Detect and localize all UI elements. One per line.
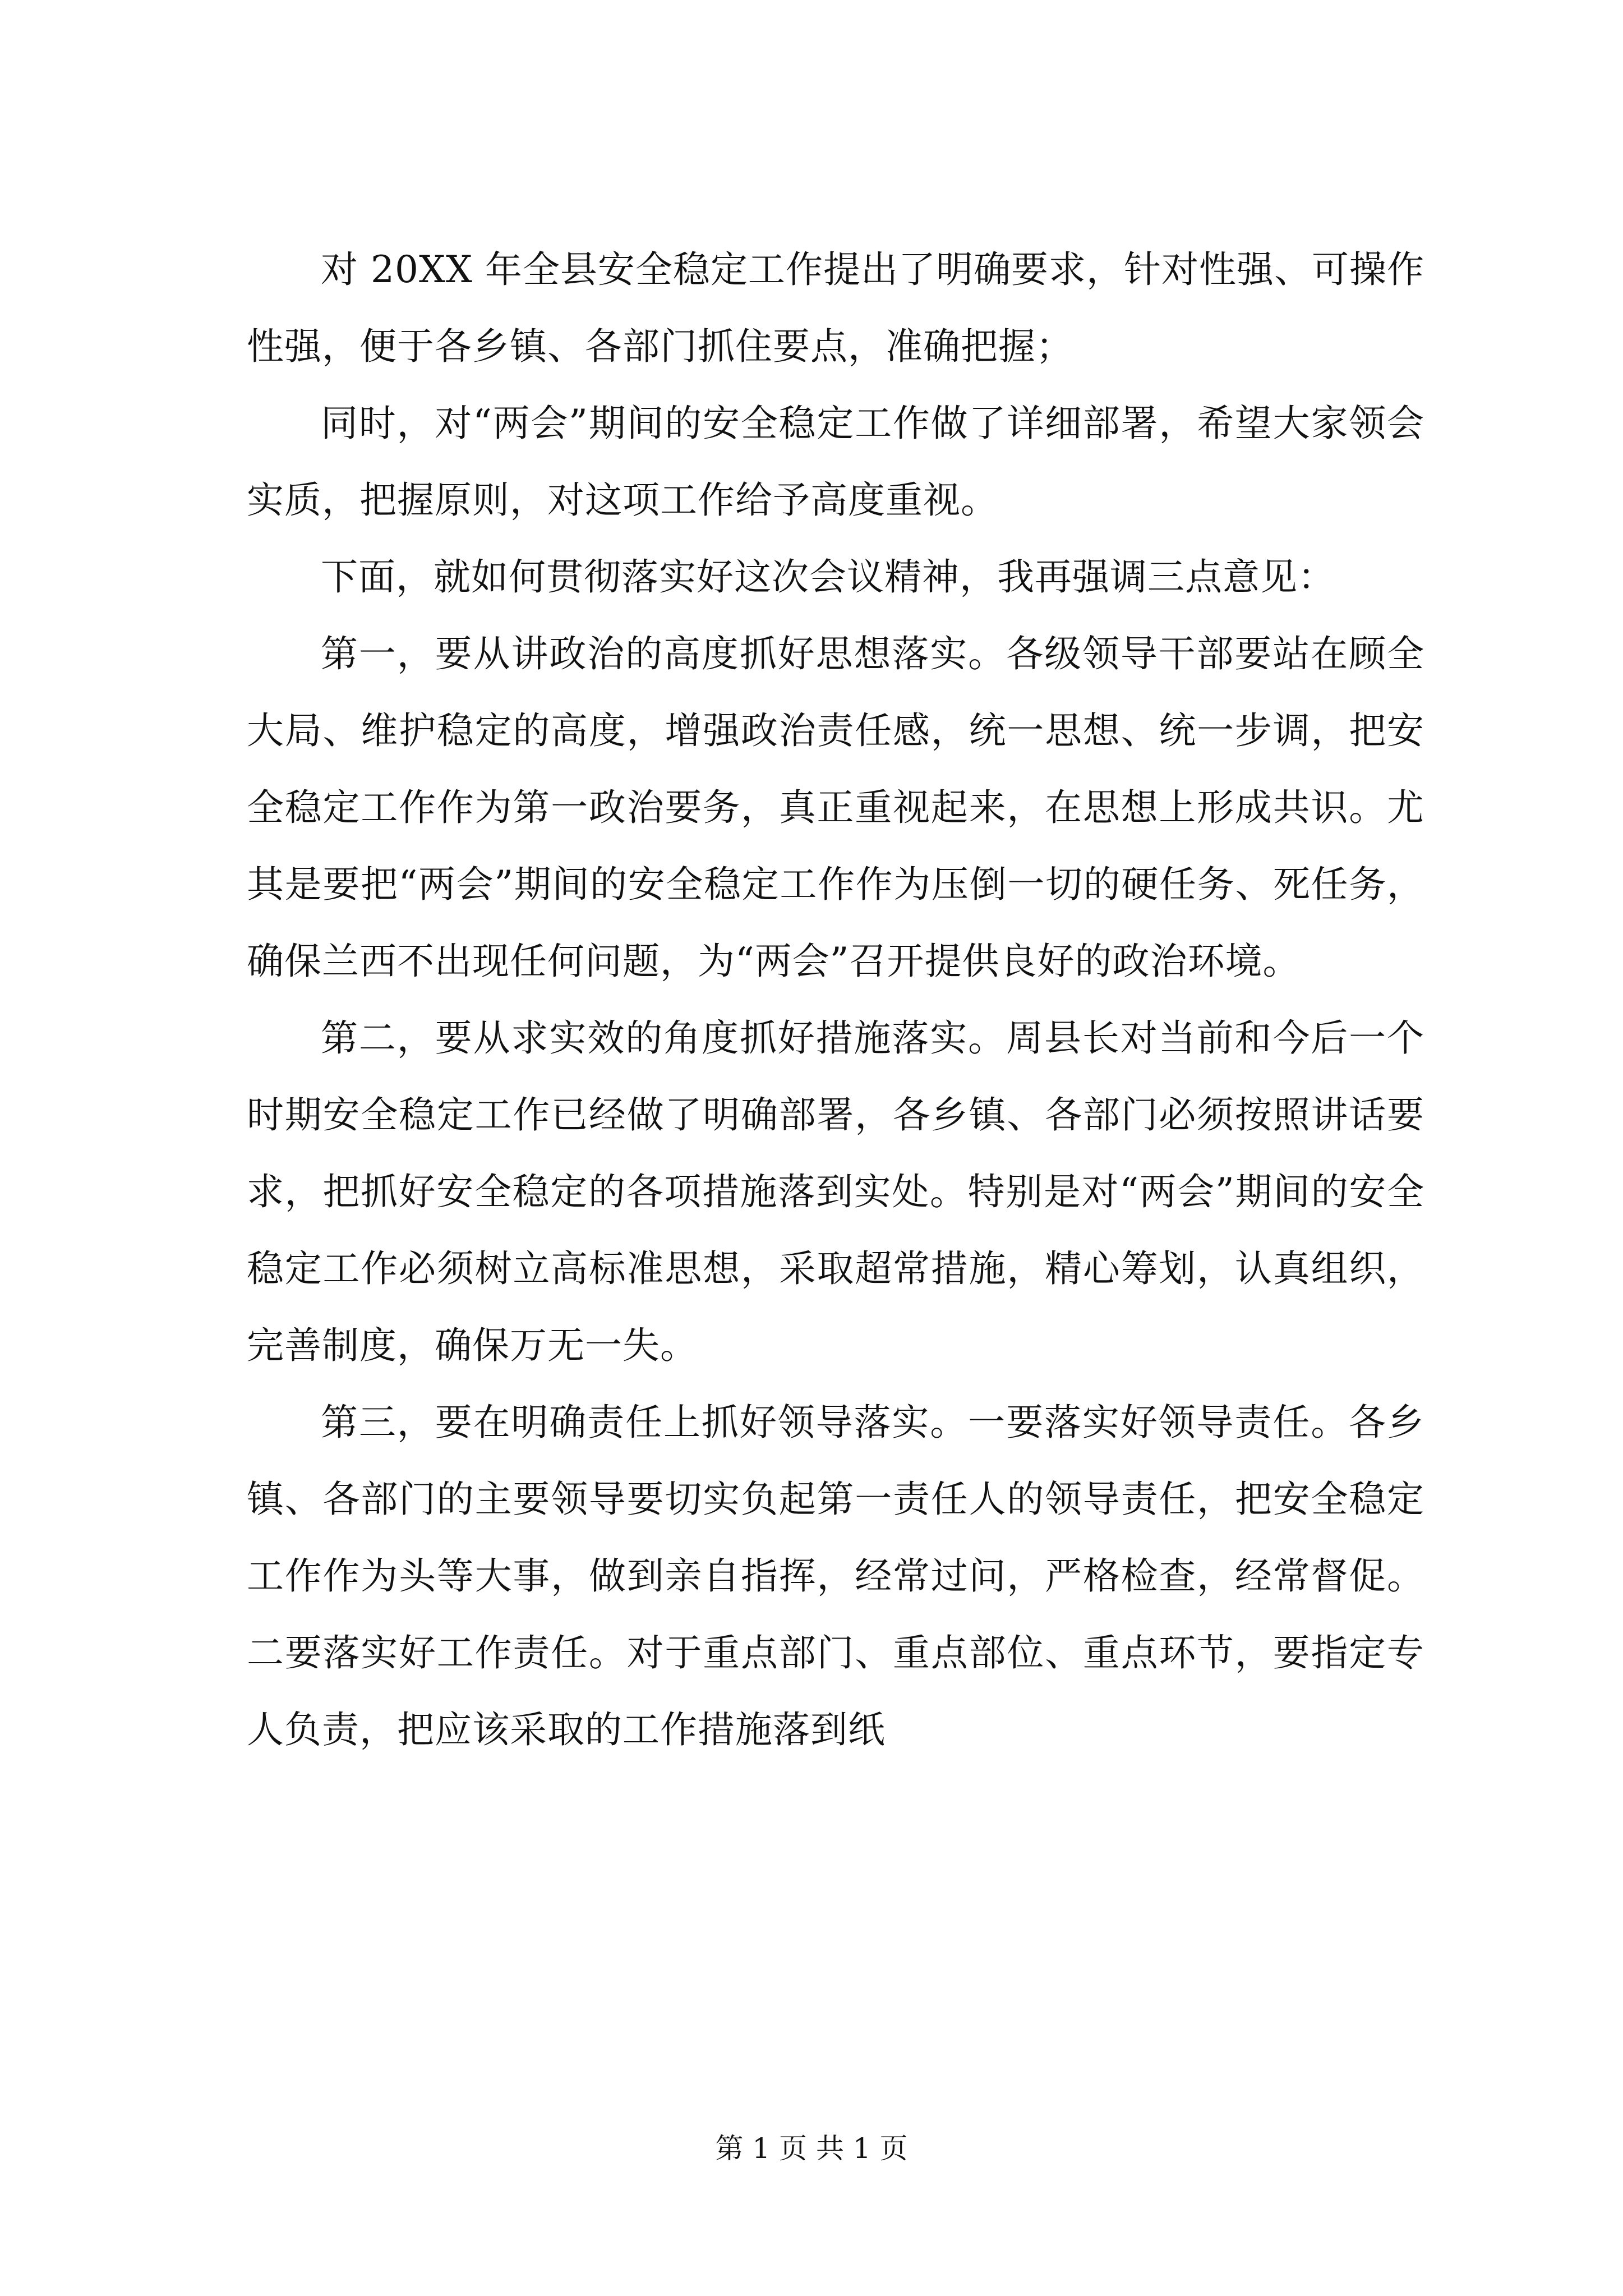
paragraph-4: 第一，要从讲政治的高度抓好思想落实。各级领导干部要站在顾全大局、维护稳定的高度，增强政治责任感，统一思想、统一步调，把安全稳定工作作为第一政治要务，真正重视起来，在思想上形成共识。尤其是要把“两会”期间的安全稳定工作作为压倒一切的硬任务、死任务，确保兰西不出现任何问题，为“两会”召开提供良好的政治环境。 [247,632,1424,983]
paragraph-3: 下面，就如何贯彻落实好这次会议精神，我再强调三点意见： [321,555,1335,599]
paragraph-6: 第三，要在明确责任上抓好领导落实。一要落实好领导责任。各乡镇、各部门的主要领导要切实负起第一责任人的领导责任，把安全稳定工作作为头等大事，做到亲自指挥，经常过问，严格检查，经常督促。二要落实好工作责任。对于重点部门、重点部位、重点环节，要指定专人负责，把应该采取的工作措施落到纸 [247,1401,1424,1751]
document-body [247,231,1424,1768]
paragraph-5: 第二，要从求实效的角度抓好措施落实。周县长对当前和今后一个时期安全稳定工作已经做了明确部署，各乡镇、各部门必须按照讲话要求，把抓好安全稳定的各项措施落到实处。特别是对“两会”期间的安全稳定工作必须树立高标准思想，采取超常措施，精心筹划，认真组织，完善制度，确保万无一失。 [247,1016,1424,1367]
page-footer: 第 1 页 共 1 页 [715,2132,908,2165]
paragraph-2: 同时，对“两会”期间的安全稳定工作做了详细部署，希望大家领会实质，把握原则，对这项工作给予高度重视。 [247,402,1424,522]
paragraph-1: 对 20XX 年全县安全稳定工作提出了明确要求，针对性强、可操作性强，便于各乡镇、各部门抓住要点，准确把握； [247,248,1424,368]
